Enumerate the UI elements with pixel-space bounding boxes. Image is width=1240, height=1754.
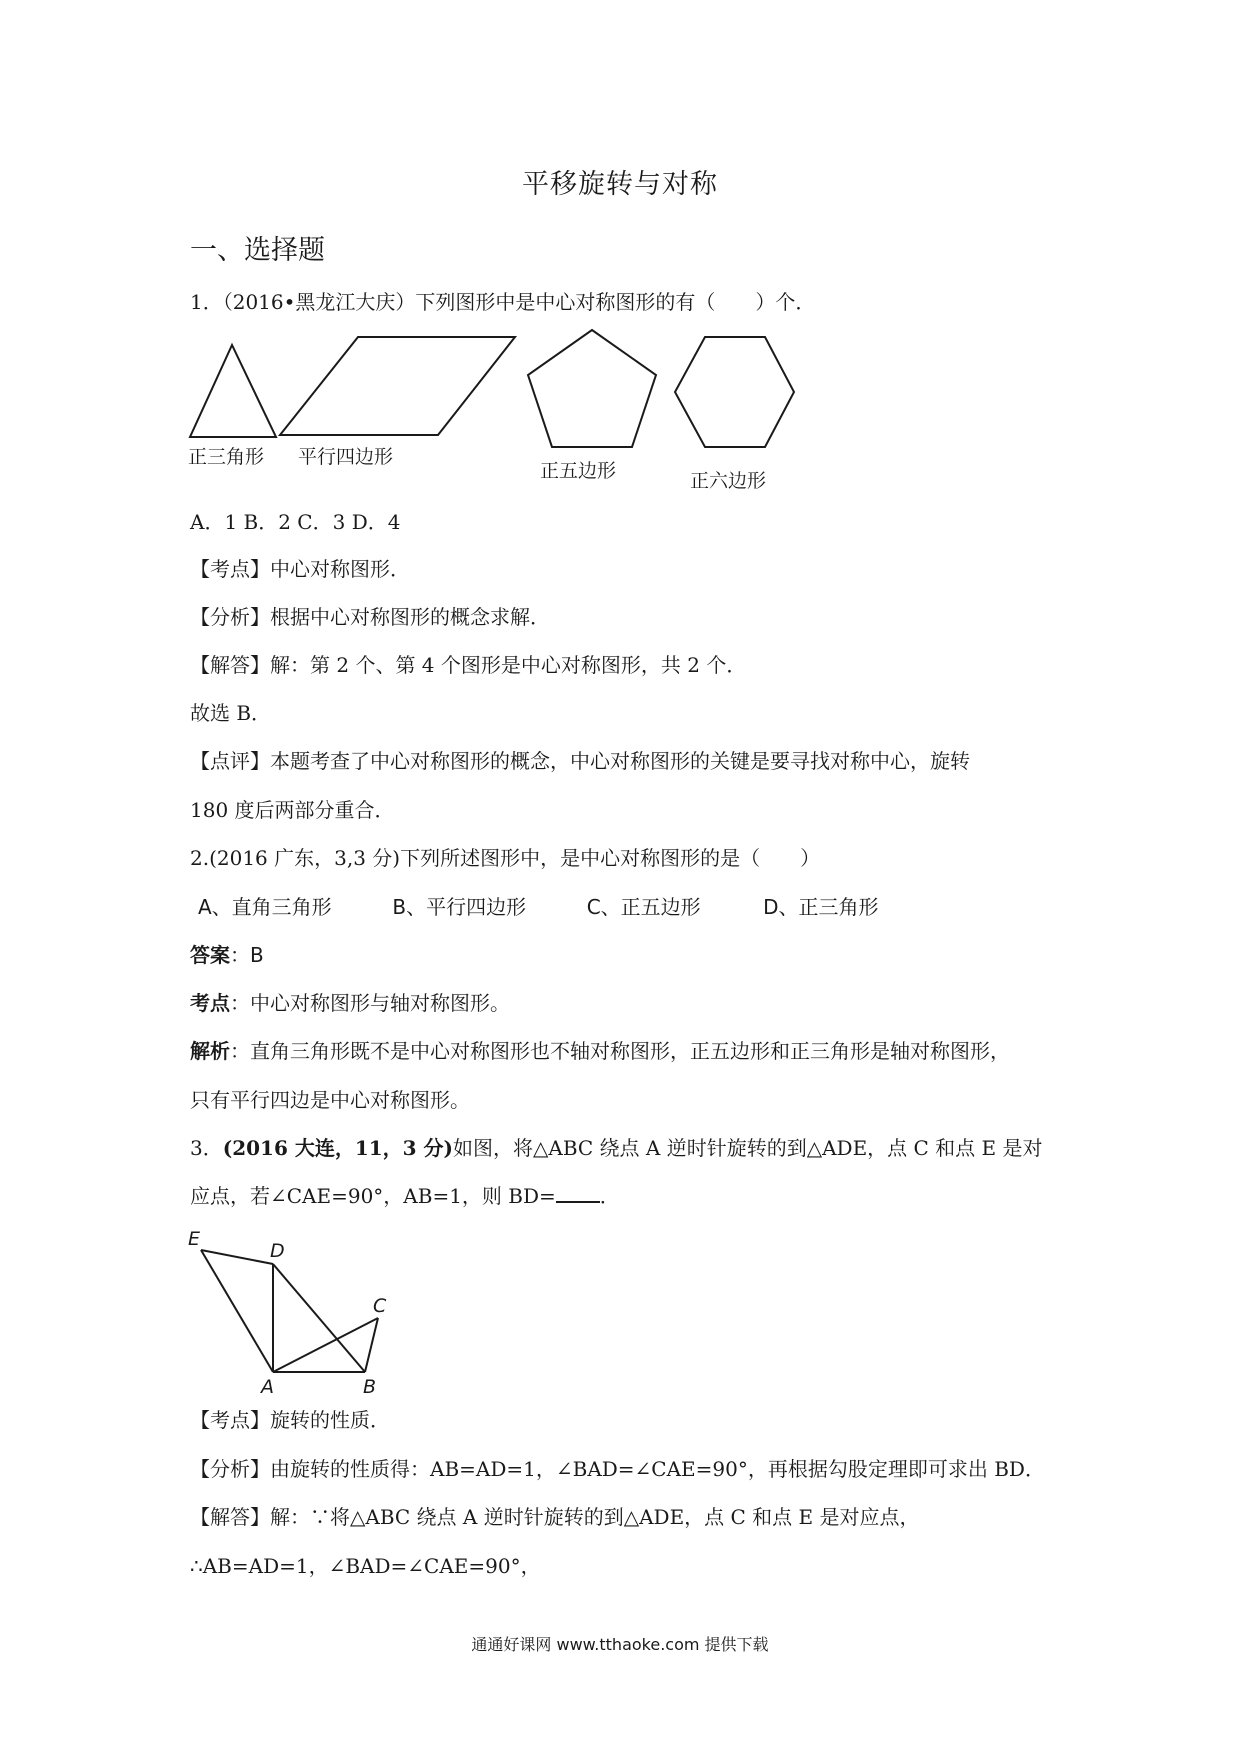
q2-stem: 2.(2016 广东，3,3 分)下列所述图形中，是中心对称图形的是（ ） xyxy=(190,846,821,870)
q3-kaodian: 【考点】旋转的性质． xyxy=(190,1408,390,1432)
q2-option-d: D、正三角形 xyxy=(763,895,879,919)
segment-ed xyxy=(201,1250,273,1264)
parallelogram-outline xyxy=(280,337,515,435)
q1-jieda: 【解答】解：第 2 个、第 4 个图形是中心对称图形，共 2 个． xyxy=(190,653,747,677)
q3-stem-2-text: 应点，若∠CAE=90°，AB=1，则 BD= xyxy=(190,1184,556,1208)
q3-figure xyxy=(185,1228,405,1396)
q3-num: 3． xyxy=(190,1136,223,1160)
q3-jieda: 【解答】解：∵将△ABC 绕点 A 逆时针旋转的到△ADE，点 C 和点 E 是对应点， xyxy=(190,1505,920,1529)
q1-fenxi: 【分析】根据中心对称图形的概念求解． xyxy=(190,605,550,629)
q3-stem-2-end: ． xyxy=(599,1184,620,1208)
q1-guxuan: 故选 B． xyxy=(190,701,272,725)
q2-option-a: A、直角三角形 xyxy=(198,895,332,919)
shape-label-triangle: 正三角形 xyxy=(188,446,265,468)
q2-jiexi-label: 解析 xyxy=(190,1039,230,1063)
q2-jiexi xyxy=(190,1041,1010,1061)
q3-stem-2 xyxy=(190,1186,620,1206)
q2-option-c: C、正五边形 xyxy=(586,895,701,919)
page-footer: 通通好课网 www.tthaoke.com 提供下载 xyxy=(471,1635,769,1654)
q1-options: A．1 B．2 C．3 D．4 xyxy=(190,510,401,534)
q1-figures xyxy=(180,325,840,495)
parallelogram-shape xyxy=(360,337,514,433)
q2-jiexi-value: ：直角三角形既不是中心对称图形也不轴对称图形，正五边形和正三角形是轴对称图形， xyxy=(230,1039,1010,1063)
segment-bc xyxy=(365,1318,378,1372)
section-title: 一、选择题 xyxy=(190,235,325,266)
page-title: 平移旋转与对称 xyxy=(522,169,718,200)
q2-kaodian-value: ：中心对称图形与轴对称图形。 xyxy=(230,991,510,1015)
q1-stem: 1．（2016•黑龙江大庆）下列图形中是中心对称图形的有（ ）个． xyxy=(190,290,816,314)
q1-dianping-2: 180 度后两部分重合． xyxy=(190,798,395,822)
shape-label-hexagon: 正六边形 xyxy=(690,470,767,492)
q2-kaodian xyxy=(190,993,510,1013)
q2-answer xyxy=(190,945,264,965)
q2-answer-label: 答案 xyxy=(190,943,230,967)
segment-ea xyxy=(201,1250,273,1372)
point-label-d: D xyxy=(270,1240,285,1262)
q2-kaodian-label: 考点 xyxy=(190,991,230,1015)
point-label-a: A xyxy=(261,1376,274,1396)
q3-stem-text: 如图，将△ABC 绕点 A 逆时针旋转的到△ADE，点 C 和点 E 是对 xyxy=(453,1136,1043,1160)
q2-answer-value: ：B xyxy=(230,943,264,967)
q3-step: ∴AB=AD=1，∠BAD=∠CAE=90°， xyxy=(190,1554,541,1578)
q2-options xyxy=(198,897,878,917)
q3-stem-1 xyxy=(190,1138,1043,1158)
hexagon-outline xyxy=(675,337,794,447)
shape-label-parallelogram: 平行四边形 xyxy=(298,446,394,468)
segment-db xyxy=(273,1264,365,1372)
shape-label-pentagon: 正五边形 xyxy=(540,460,617,482)
answer-blank xyxy=(556,1200,600,1203)
q2-option-b: B、平行四边形 xyxy=(392,895,527,919)
q3-source: (2016 大连，11，3 分) xyxy=(222,1136,453,1160)
q1-kaodian: 【考点】中心对称图形． xyxy=(190,557,410,581)
point-label-b: B xyxy=(363,1376,377,1396)
point-label-c: C xyxy=(373,1295,387,1317)
point-label-e: E xyxy=(188,1228,201,1250)
q2-jiexi-cont: 只有平行四边是中心对称图形。 xyxy=(190,1088,470,1112)
triangle-shape xyxy=(190,345,276,437)
q1-dianping-1: 【点评】本题考查了中心对称图形的概念，中心对称图形的关键是要寻找对称中心，旋转 xyxy=(190,749,970,773)
q3-fenxi: 【分析】由旋转的性质得：AB=AD=1，∠BAD=∠CAE=90°，再根据勾股定理即可求出 BD． xyxy=(190,1457,1045,1481)
pentagon-shape xyxy=(528,330,656,447)
